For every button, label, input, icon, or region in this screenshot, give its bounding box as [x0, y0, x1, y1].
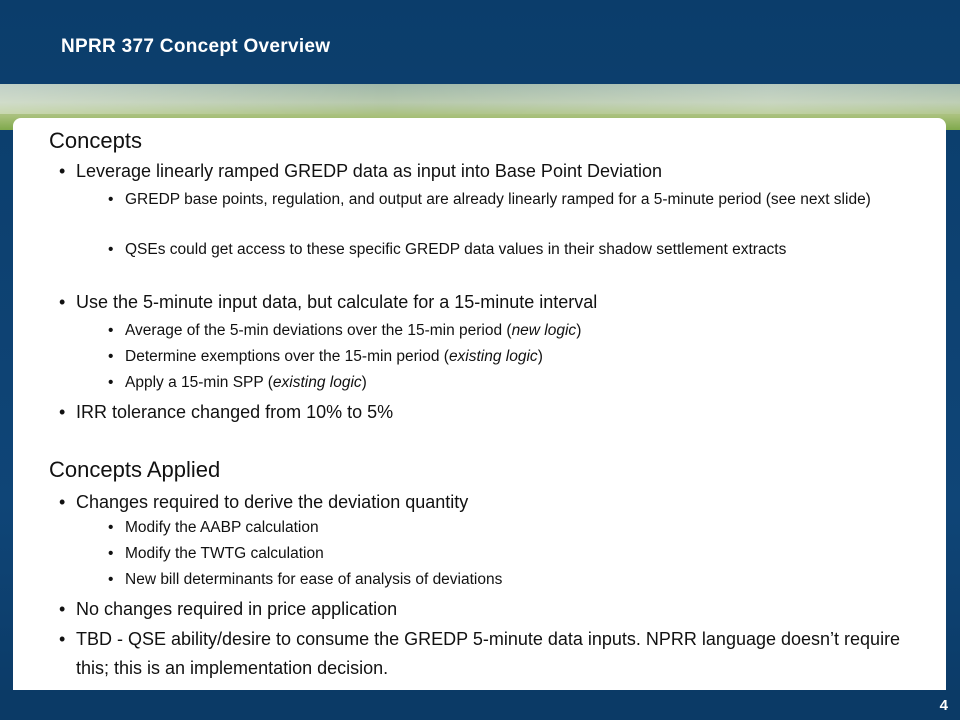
bullet-item: • Use the 5-minute input data, but calculate for a 15-minute interval — [59, 288, 919, 316]
bullet-glyph: • — [59, 402, 66, 422]
bullet-item: • Leverage linearly ramped GREDP data as input into Base Point Deviation — [59, 157, 919, 185]
bullet-item: • Changes required to derive the deviation quantity — [59, 488, 919, 516]
bullet-glyph: • — [108, 241, 114, 258]
sub-bullet-item: • Modify the AABP calculation — [108, 516, 898, 540]
bullet-glyph: • — [108, 191, 114, 208]
page-number: 4 — [939, 697, 948, 714]
bullet-item: • No changes required in price application — [59, 595, 919, 623]
bullet-glyph: • — [59, 599, 66, 619]
section-heading-concepts: Concepts — [49, 128, 142, 153]
slide-title: NPRR 377 Concept Overview — [61, 36, 331, 57]
bullet-glyph: • — [108, 519, 114, 536]
bullet-item: • IRR tolerance changed from 10% to 5% — [59, 398, 919, 426]
bullet-glyph: • — [59, 292, 66, 312]
bullet-glyph: • — [108, 571, 114, 588]
sub-bullet-item: • Modify the TWTG calculation — [108, 542, 898, 566]
sub-bullet-item: • Apply a 15-min SPP (existing logic) — [108, 371, 898, 395]
sub-bullet-item: • Determine exemptions over the 15-min period (existing logic) — [108, 345, 898, 369]
bullet-item: • TBD - QSE ability/desire to consume the GREDP 5-minute data inputs. NPRR language doesn’t require this; this is an implementation decision. — [59, 625, 909, 683]
bullet-glyph: • — [108, 322, 114, 339]
footer-bar — [0, 690, 960, 720]
bullet-glyph: • — [59, 161, 66, 181]
section-heading-concepts-applied: Concepts Applied — [49, 457, 221, 482]
sub-bullet-item: • New bill determinants for ease of analysis of deviations — [108, 568, 898, 592]
bullet-glyph: • — [59, 492, 66, 512]
sub-bullet-item: • Average of the 5-min deviations over the 15-min period (new logic) — [108, 319, 898, 343]
sub-bullet-item: • QSEs could get access to these specific GREDP data values in their shadow settlement extracts — [108, 238, 898, 262]
bullet-glyph: • — [108, 374, 114, 391]
bullet-glyph: • — [108, 545, 114, 562]
sub-bullet-item: • GREDP base points, regulation, and output are already linearly ramped for a 5-minute period (see next slide) — [108, 188, 898, 212]
bullet-glyph: • — [108, 348, 114, 365]
bullet-glyph: • — [59, 629, 66, 649]
